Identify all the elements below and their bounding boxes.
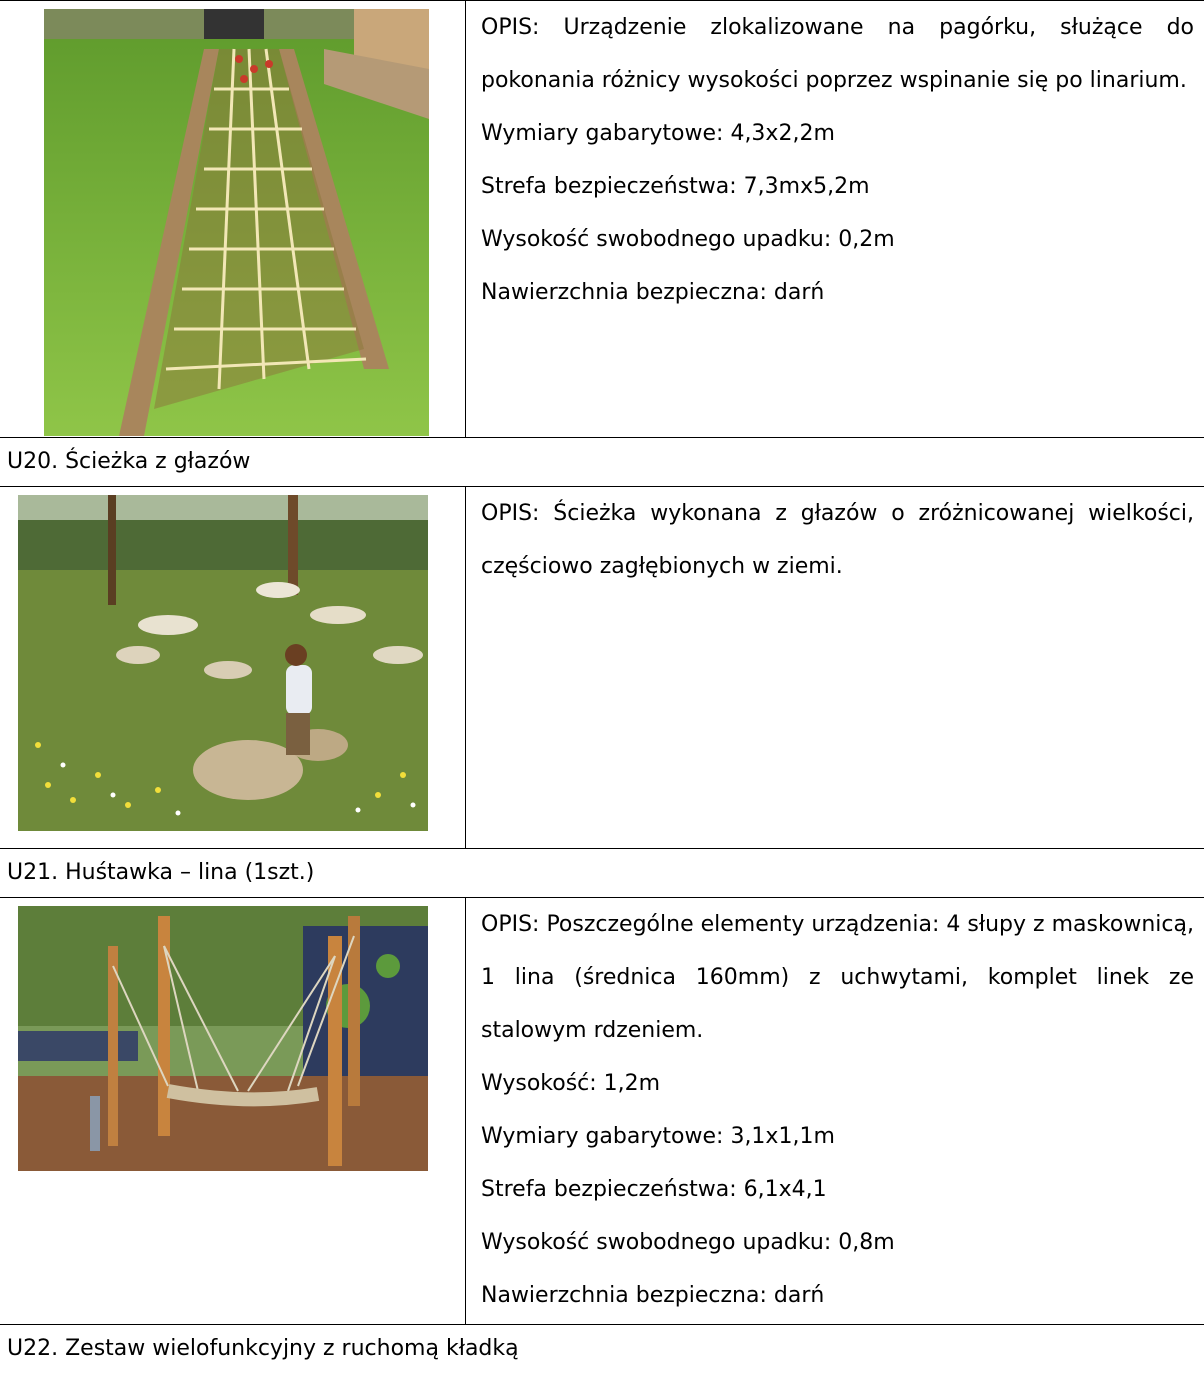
equipment-row [0, 1, 1204, 438]
rope-swing-photo [18, 906, 428, 1171]
fall-height-text: Wysokość swobodnego upadku: 0,2m [481, 227, 895, 252]
description-text: OPIS: Ścieżka wykonana z głazów o zróżnicowanej wielkości, częściowo zagłębionych w ziemi. [481, 501, 1194, 579]
photo-cell [0, 487, 466, 849]
height-text: Wysokość: 1,2m [481, 1071, 661, 1096]
description-cell [466, 1, 1204, 438]
fall-height-text: Wysokość swobodnego upadku: 0,8m [481, 1230, 895, 1255]
description-cell [466, 487, 1204, 849]
photo-cell [0, 898, 466, 1325]
section-header-row [0, 1325, 1204, 1374]
section-header-row [0, 438, 1204, 487]
surface-text: Nawierzchnia bezpieczna: darń [481, 280, 825, 305]
section-header: U22. Zestaw wielofunkcyjny z ruchomą kładką [0, 1325, 1204, 1374]
boulder-path-photo [18, 495, 428, 831]
equipment-row [0, 898, 1204, 1325]
photo-cell [0, 1, 466, 438]
section-header: U21. Huśtawka – lina (1szt.) [0, 849, 1204, 898]
dimensions-text: Wymiary gabarytowe: 4,3x2,2m [481, 121, 835, 146]
surface-text: Nawierzchnia bezpieczna: darń [481, 1283, 825, 1308]
dimensions-text: Wymiary gabarytowe: 3,1x1,1m [481, 1124, 835, 1149]
section-header: U20. Ścieżka z głazów [0, 438, 1204, 487]
description-text: OPIS: Urządzenie zlokalizowane na pagórku, służące do pokonania różnicy wysokości poprzez wspinanie się po linarium. [481, 15, 1194, 93]
description-text: OPIS: Poszczególne elementy urządzenia: 4 słupy z maskownicą, 1 lina (średnica 160mm) z uchwytami, komplet linek ze stalowym rdzeniem. [481, 912, 1194, 1043]
equipment-row [0, 487, 1204, 849]
climbing-net-photo [44, 9, 429, 436]
description-cell [466, 898, 1204, 1325]
safety-zone-text: Strefa bezpieczeństwa: 7,3mx5,2m [481, 174, 870, 199]
safety-zone-text: Strefa bezpieczeństwa: 6,1x4,1 [481, 1177, 827, 1202]
section-header-row [0, 849, 1204, 898]
